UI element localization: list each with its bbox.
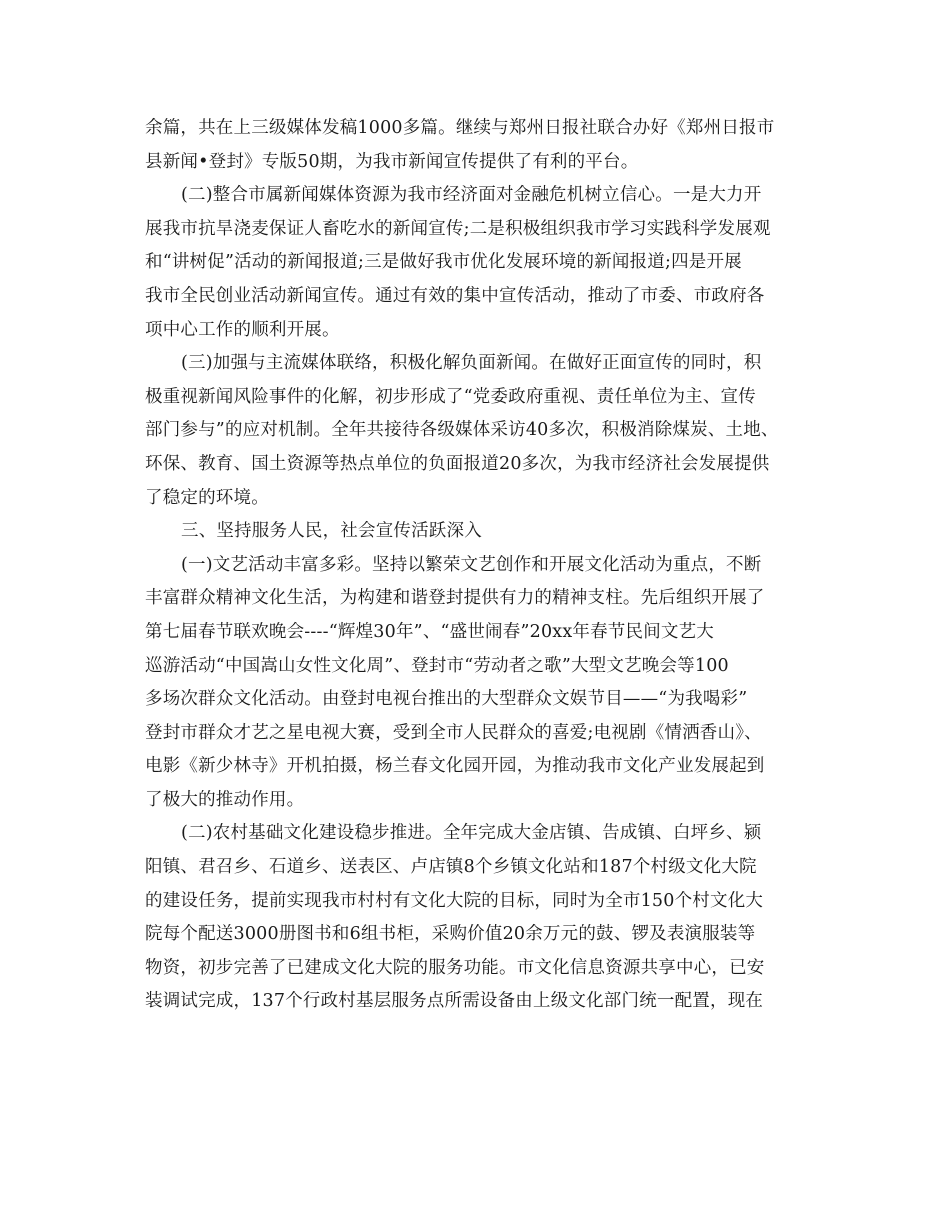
text-line: 极重视新闻风险事件的化解，初步形成了“党委政府重视、责任单位为主、宣传 xyxy=(145,386,756,407)
text-line: 我市全民创业活动新闻宣传。通过有效的集中宣传活动，推动了市委、市政府各 xyxy=(145,285,765,306)
text-line: 第七届春节联欢晚会----“辉煌30年”、“盛世闹春”20xx年春节民间文艺大 xyxy=(145,621,715,642)
text-line: 电影《新少林寺》开机拍摄，杨兰春文化园开园，为推动我市文化产业发展起到 xyxy=(145,756,765,777)
text-line: (三)加强与主流媒体联络，积极化解负面新闻。在做好正面宣传的同时，积 xyxy=(181,353,762,374)
text-line: 了极大的推动作用。 xyxy=(145,789,305,810)
text-line: 和“讲树促”活动的新闻报道;三是做好我市优化发展环境的新闻报道;四是开展 xyxy=(145,252,742,273)
text-line: 环保、教育、国土资源等热点单位的负面报道20多次，为我市经济社会发展提供 xyxy=(145,453,770,474)
text-line: 物资，初步完善了已建成文化大院的服务功能。市文化信息资源共享中心，已安 xyxy=(145,957,765,978)
text-line: 余篇，共在上三级媒体发稿1000多篇。继续与郑州日报社联合办好《郑州日报市 xyxy=(145,118,775,138)
text-line: 装调试完成，137个行政村基层服务点所需设备由上级文化部门统一配置，现在 xyxy=(145,991,764,1012)
text-line: 多场次群众文化活动。由登封电视台推出的大型群众文娱节目——“为我喝彩” xyxy=(145,689,748,710)
text-line: 项中心工作的顺利开展。 xyxy=(145,319,340,340)
text-line: 的建设任务，提前实现我市村村有文化大院的目标，同时为全市150个村文化大 xyxy=(145,890,764,911)
text-line: 县新闻•登封》专版50期，为我市新闻宣传提供了有利的平台。 xyxy=(145,151,639,172)
text-line: 三、坚持服务人民，社会宣传活跃深入 xyxy=(181,521,482,542)
text-line: 了稳定的环境。 xyxy=(145,487,269,508)
text-line: 院每个配送3000册图书和6组书柜，采购价值20余万元的鼓、锣及表演服装等 xyxy=(145,924,756,945)
text-line: (二)整合市属新闻媒体资源为我市经济面对金融危机树立信心。一是大力开 xyxy=(181,185,762,206)
text-line: 阳镇、君召乡、石道乡、送表区、卢店镇8个乡镇文化站和187个村级文化大院 xyxy=(145,857,757,878)
text-line: (一)文艺活动丰富多彩。坚持以繁荣文艺创作和开展文化活动为重点，不断 xyxy=(181,554,762,575)
document-body xyxy=(145,112,810,1019)
text-line: 展我市抗旱浇麦保证人畜吃水的新闻宣传;二是积极组织我市学习实践科学发展观 xyxy=(145,218,771,239)
text-line: (二)农村基础文化建设稳步推进。全年完成大金店镇、告成镇、白坪乡、颍 xyxy=(181,823,762,844)
text-line: 部门参与”的应对机制。全年共接待各级媒体采访40多次，积极消除煤炭、土地、 xyxy=(145,420,779,441)
text-line: 丰富群众精神文化生活，为构建和谐登封提供有力的精神支柱。先后组织开展了 xyxy=(145,588,765,609)
text-line: 登封市群众才艺之星电视大赛，受到全市人民群众的喜爱;电视剧《情洒香山》、 xyxy=(145,722,762,743)
text-line: 巡游活动“中国嵩山女性文化周”、登封市“劳动者之歌”大型文艺晚会等100 xyxy=(145,655,729,676)
